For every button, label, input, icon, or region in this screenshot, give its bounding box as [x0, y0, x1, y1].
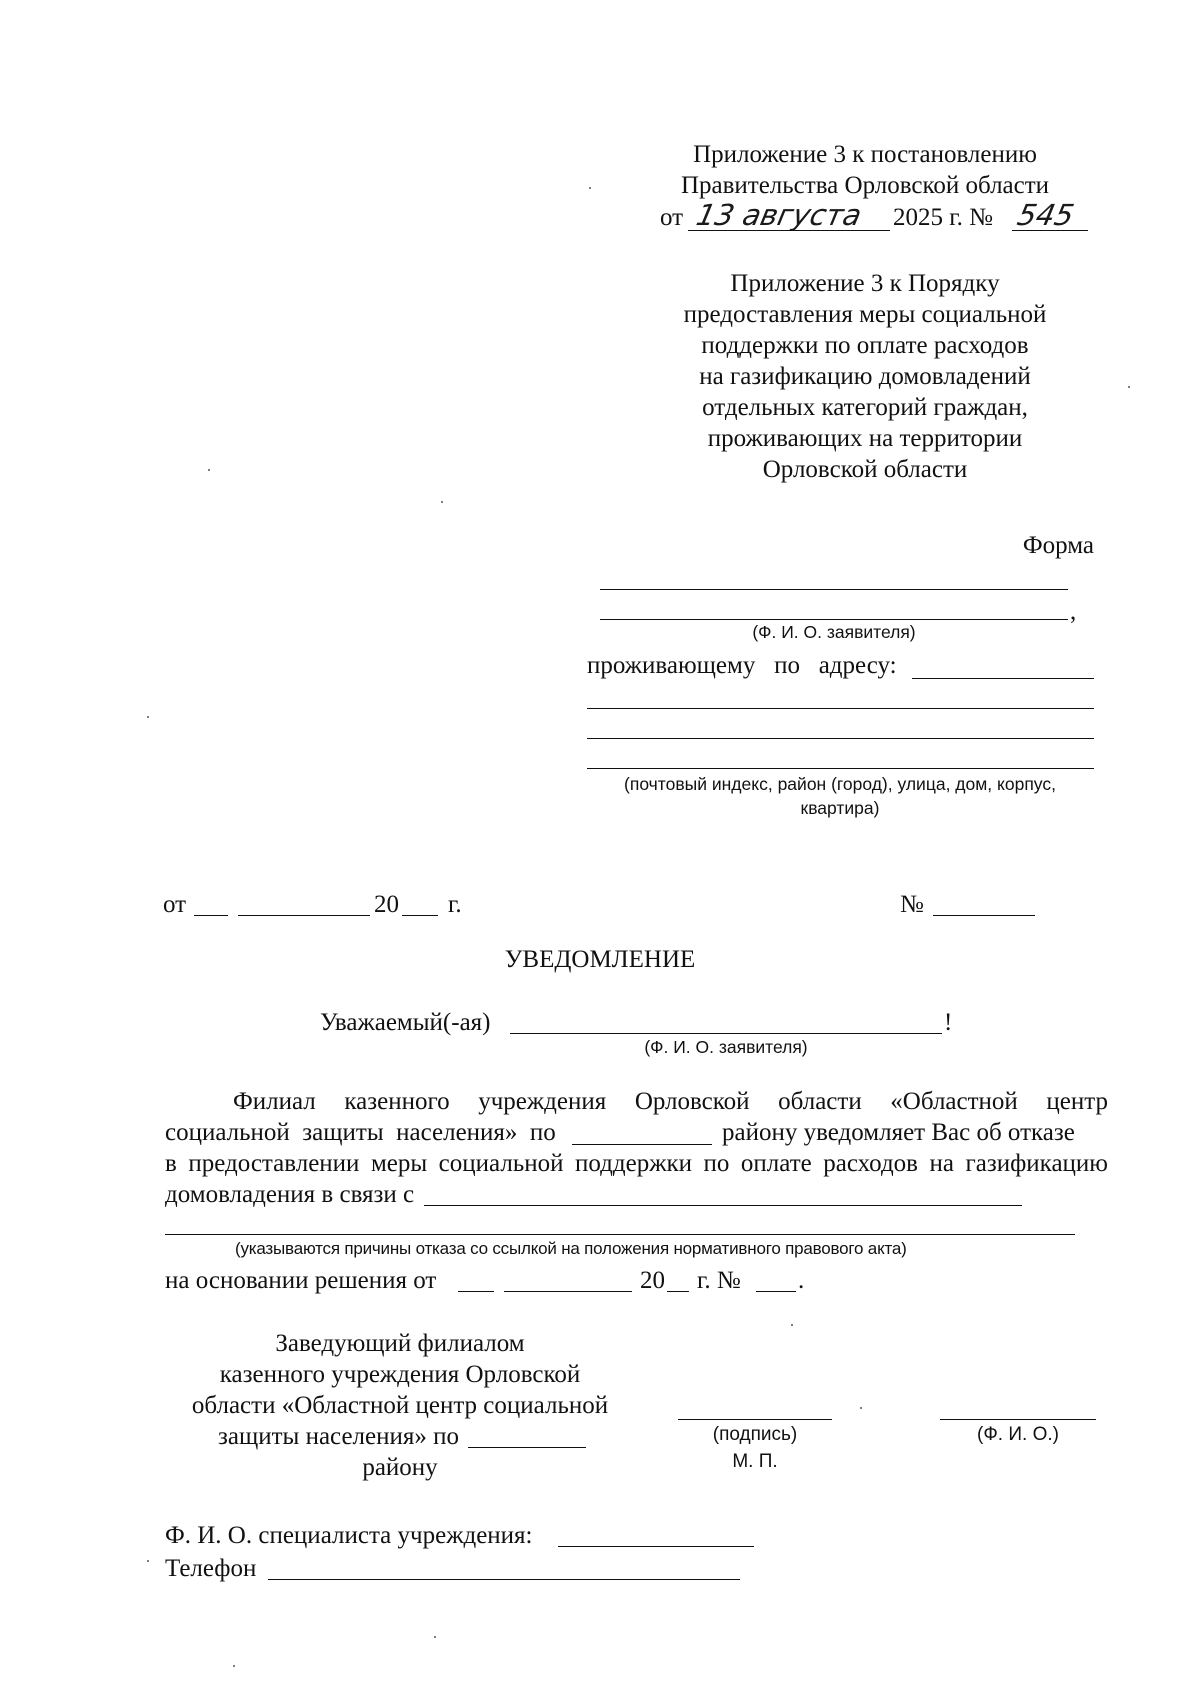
basis-year-blank — [667, 1291, 689, 1292]
doc-number-blank — [933, 915, 1035, 916]
number-underline — [1012, 230, 1088, 231]
scan-speck — [434, 1636, 436, 1638]
order-annex-block — [640, 268, 1090, 485]
signature-blank — [678, 1419, 832, 1420]
phone-blank — [268, 1579, 740, 1580]
seal-caption: М. П. — [732, 1451, 778, 1472]
salutation-name-blank — [510, 1033, 942, 1034]
order-annex-line: проживающих на территории — [707, 425, 1023, 452]
day-blank — [194, 915, 228, 916]
address-line-0 — [912, 678, 1094, 679]
head-title-line: Заведующий филиалом — [275, 1330, 525, 1357]
body-line-4: домовладения в связи с — [165, 1181, 415, 1208]
reason-blank-2 — [165, 1234, 1075, 1235]
form-label: Форма — [1022, 532, 1094, 559]
order-annex-line: поддержки по оплате расходов — [701, 332, 1029, 359]
scan-speck — [208, 469, 210, 471]
head-fio-blank — [940, 1419, 1096, 1420]
order-annex-line: Приложение 3 к Порядку — [730, 270, 1000, 297]
order-annex-line: отдельных категорий граждан, — [702, 394, 1028, 421]
address-line-3 — [587, 768, 1094, 769]
order-annex-line: предоставления меры социальной — [683, 301, 1047, 328]
scan-speck — [860, 1407, 862, 1409]
address-caption-line-1: (почтовый индекс, район (город), улица, дом, корпус, — [624, 774, 1056, 794]
basis-prefix: на основании решения от — [165, 1267, 437, 1294]
scan-speck — [589, 187, 591, 189]
body-line-3: в предоставлении меры социальной поддержки по оплате расходов на газификацию — [165, 1150, 1108, 1177]
annex-line-2: Правительства Орловской области — [680, 172, 1050, 199]
body-line-2-start: социальной защиты населения» по — [165, 1119, 556, 1146]
scan-speck — [147, 1560, 149, 1562]
year-number-label: 2025 г. № — [893, 204, 994, 231]
reason-blank-1 — [424, 1205, 1022, 1206]
basis-end: . — [798, 1267, 805, 1294]
century-label: 20 — [374, 891, 399, 918]
month-blank — [238, 915, 370, 916]
annex-line-1: Приложение 3 к постановлению — [693, 141, 1037, 168]
scan-speck — [791, 1324, 793, 1326]
date-underline — [688, 230, 890, 231]
head-title-line: области «Областной центр социальной — [191, 1392, 609, 1419]
order-annex-line: на газификацию домовладений — [699, 363, 1031, 390]
salutation-caption: (Ф. И. О. заявителя) — [644, 1037, 808, 1057]
basis-month-blank — [504, 1291, 632, 1292]
address-label: проживающему по адресу: — [587, 652, 897, 679]
scan-speck — [1128, 386, 1130, 388]
body-line-1: Филиал казенного учреждения Орловской области «Областной центр — [233, 1088, 1108, 1115]
scan-speck — [147, 716, 149, 718]
basis-number-blank — [756, 1291, 796, 1292]
address-line-1 — [587, 708, 1094, 709]
fio-comma: , — [1070, 598, 1077, 625]
fio-caption: (Ф. И. О. заявителя) — [752, 622, 916, 642]
phone-label: Телефон — [165, 1555, 257, 1582]
salutation-text: Уважаемый(-ая) — [320, 1009, 491, 1036]
head-fio-caption: (Ф. И. О.) — [977, 1424, 1059, 1445]
address-line-2 — [587, 738, 1094, 739]
basis-day-blank — [458, 1291, 494, 1292]
salutation-exclamation: ! — [944, 1009, 953, 1036]
notice-title: УВЕДОМЛЕНИЕ — [504, 946, 696, 973]
basis-century: 20 — [640, 1267, 665, 1294]
scan-speck — [441, 501, 443, 503]
body-line-2-end: району уведомляет Вас об отказе — [722, 1119, 1075, 1146]
handwritten-date: 13 августа — [693, 198, 865, 232]
year-suffix: г. — [448, 891, 462, 918]
year-blank — [402, 915, 438, 916]
date-from-label: от — [163, 891, 187, 918]
head-title-line-5: району — [362, 1454, 438, 1481]
head-district-blank — [468, 1447, 586, 1448]
scan-speck — [233, 1665, 235, 1667]
address-caption-line-2: квартира) — [800, 798, 880, 818]
basis-number-label: г. № — [697, 1267, 741, 1294]
reason-caption: (указываются причины отказа со ссылкой на положения нормативного правового акта) — [235, 1239, 907, 1258]
head-title-line: казенного учреждения Орловской — [219, 1361, 581, 1388]
handwritten-number: 545 — [1014, 198, 1077, 232]
date-prefix: от — [660, 204, 684, 231]
specialist-blank — [558, 1546, 754, 1547]
number-sign: № — [900, 891, 924, 918]
address-caption — [580, 772, 1100, 820]
fio-line-1 — [600, 589, 1068, 590]
order-annex-line: Орловской области — [762, 456, 968, 483]
signature-caption: (подпись) — [712, 1424, 798, 1445]
head-title — [180, 1328, 620, 1421]
head-title-line-4: защиты населения» по — [218, 1423, 460, 1450]
specialist-label: Ф. И. О. специалиста учреждения: — [165, 1522, 533, 1549]
district-blank — [572, 1144, 712, 1145]
